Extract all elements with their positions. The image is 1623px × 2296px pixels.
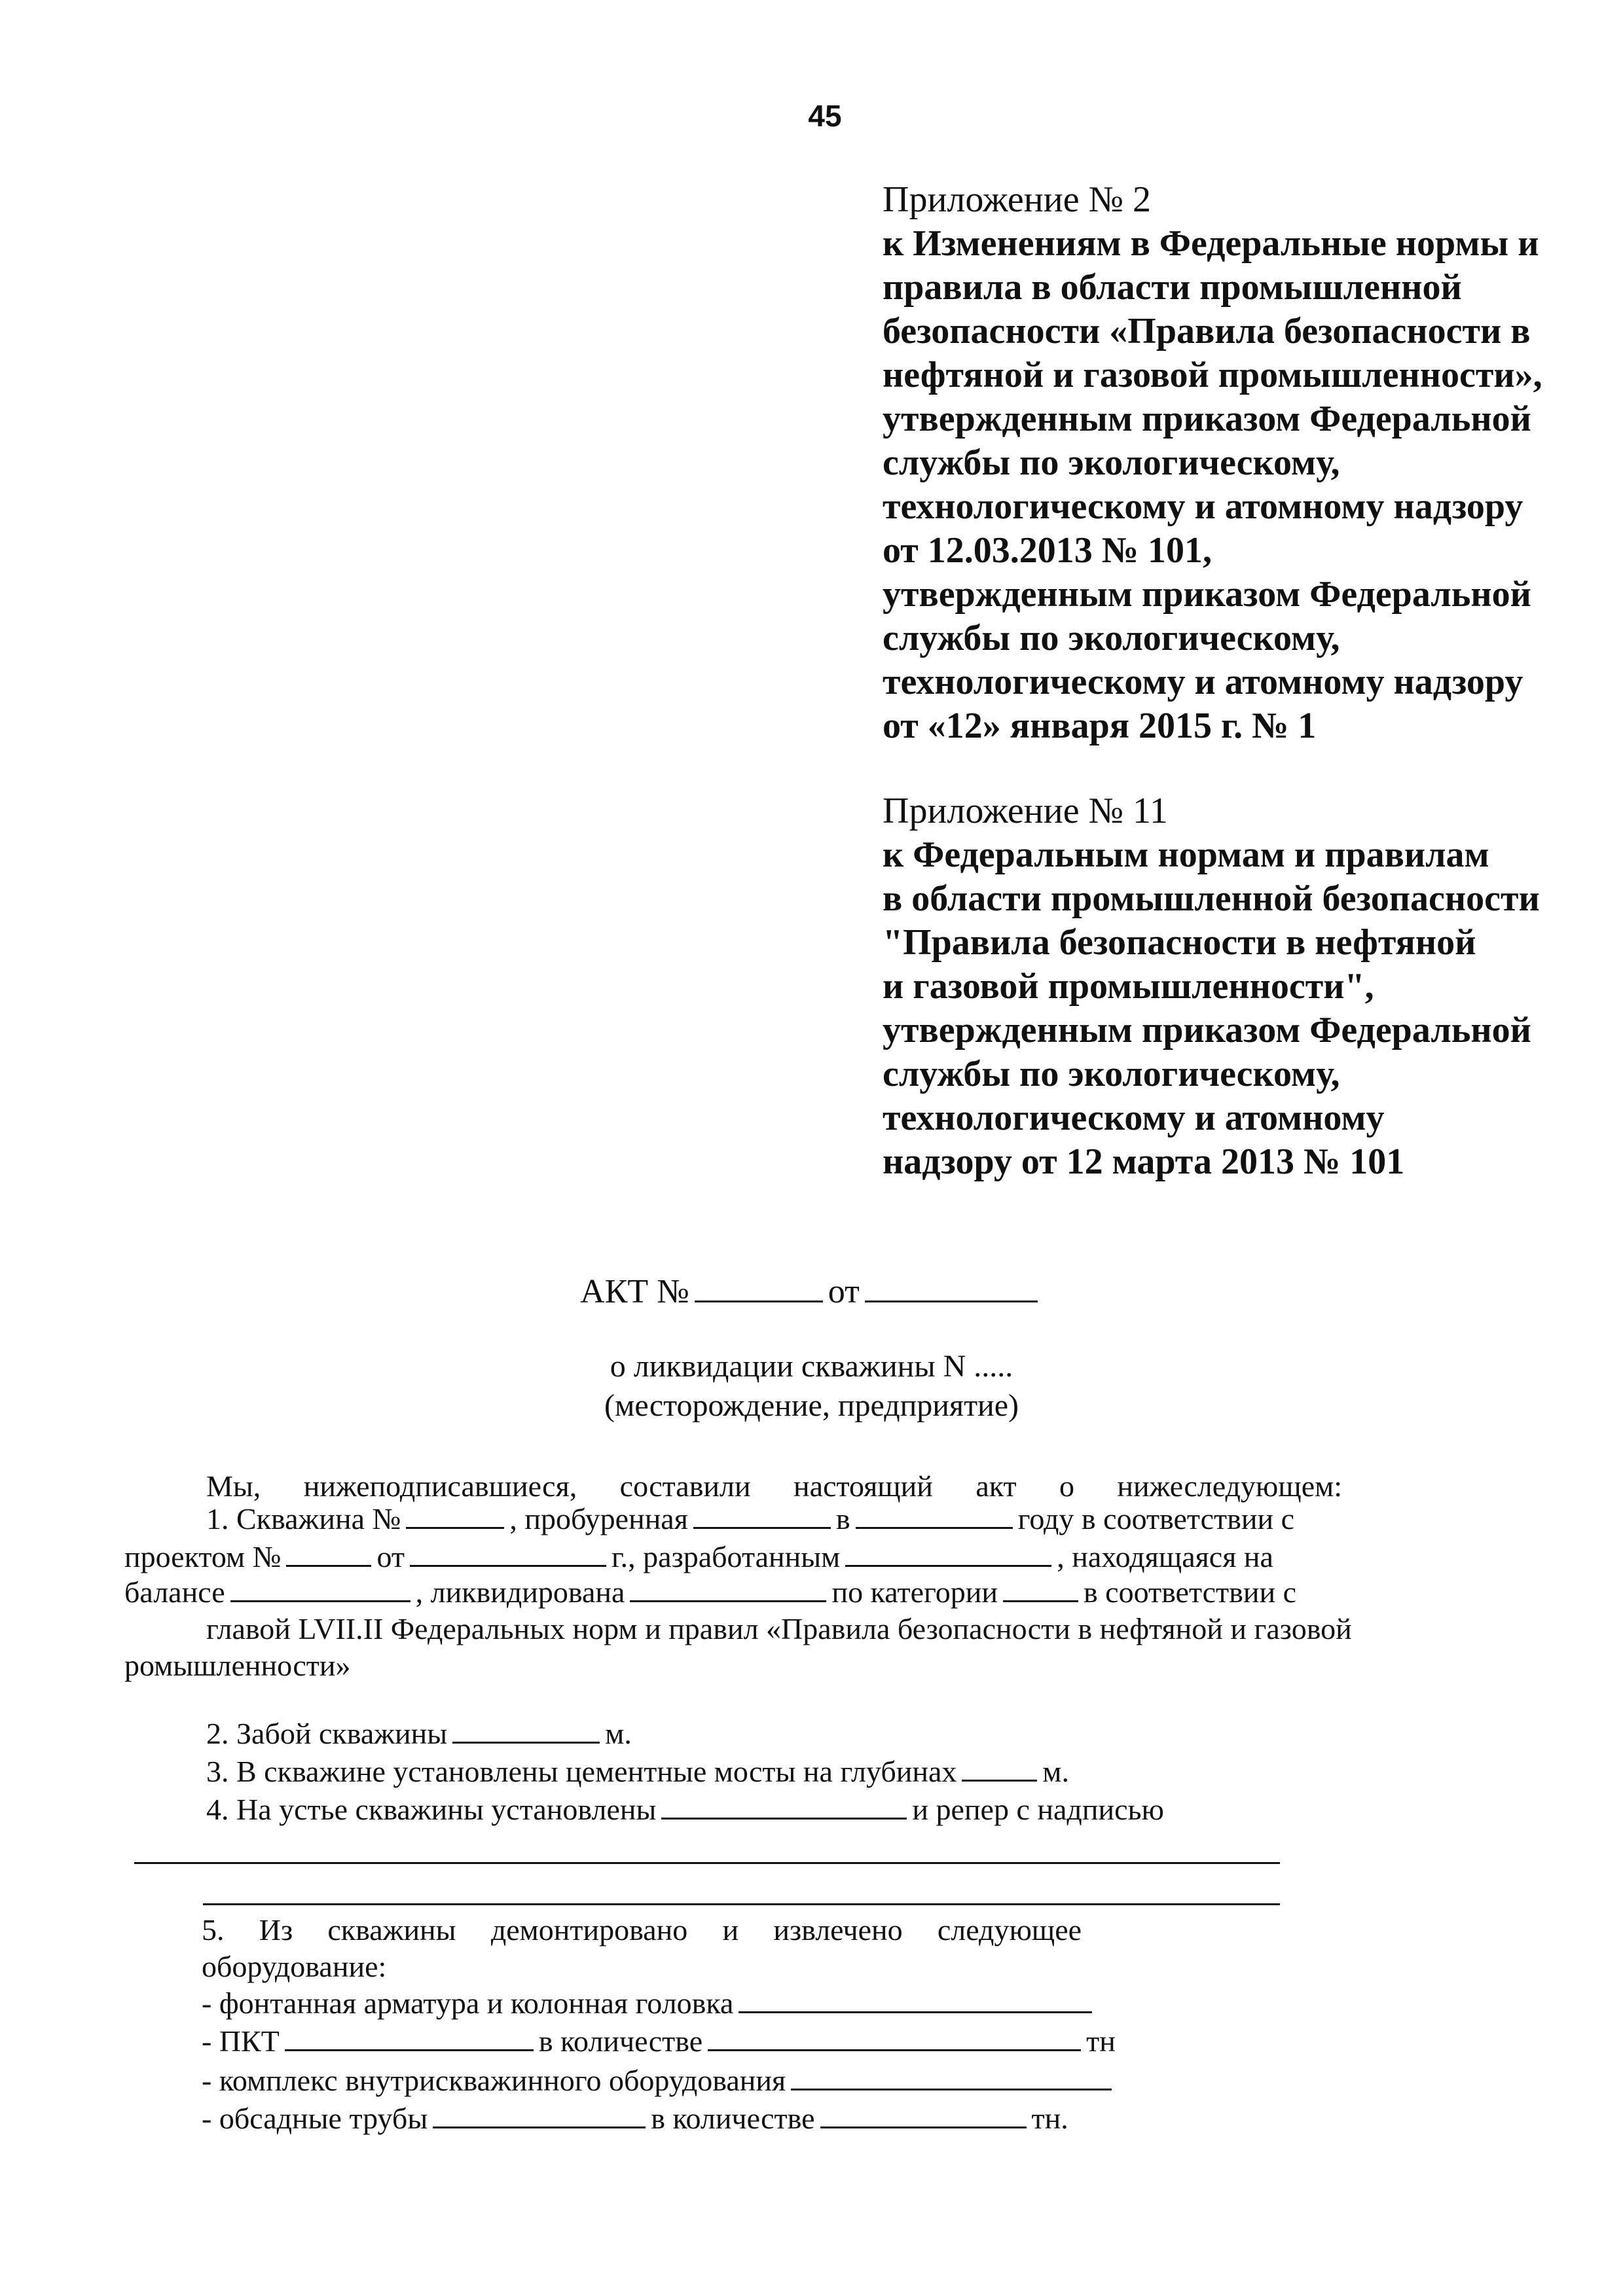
project-date-field[interactable] [410, 1539, 606, 1567]
christmas-tree-label: - фонтанная арматура и колонная головка [202, 1986, 734, 2020]
intro-word: нижеподписавшиеся, [303, 1469, 577, 1503]
item-5-word: 5. Из [202, 1913, 293, 1946]
annex-2-line: правила в области промышленной [883, 267, 1462, 308]
item-2-label: 2. Забой скважины [206, 1717, 448, 1750]
annex-2-line: службы по экологическому, [883, 618, 1340, 658]
item-5-word: и [722, 1913, 739, 1946]
item-1-line-4: главой LVII.II Федеральных норм и правил «Правила безопасности в нефтяной и газовой [206, 1612, 1352, 1645]
item-5-line-6 [202, 2100, 1068, 2138]
balance-label: , находящаяся на [1057, 1540, 1273, 1573]
annex-2-heading: Приложение № 2 [883, 179, 1151, 220]
item-5-word: скважины [327, 1913, 456, 1946]
balance-of-label: балансе [124, 1575, 225, 1609]
intro-word: настоящий [793, 1469, 933, 1503]
bottom-hole-field[interactable] [452, 1715, 600, 1744]
christmas-tree-field[interactable] [739, 1985, 1092, 2013]
annex-2-block [883, 178, 1590, 748]
well-number-field[interactable] [406, 1501, 504, 1529]
item-2-line [206, 1715, 632, 1753]
annex-2-line: безопасности «Правила безопасности в [883, 311, 1531, 351]
item-5-line-4 [202, 2022, 1116, 2060]
item-5-line-5 [202, 2062, 1117, 2100]
item-5-line-1 [202, 1911, 1082, 1949]
intro-word: Мы, [206, 1469, 261, 1503]
annex-11-block [883, 789, 1590, 1184]
downhole-label: - комплекс внутрискважинного оборудования [202, 2064, 786, 2097]
annex-11-line: в области промышленной безопасности [883, 878, 1540, 919]
annex-2-line: технологическому и атомному надзору [883, 662, 1523, 702]
annex-11-line: утвержденным приказом Федеральной [883, 1010, 1531, 1050]
casing-quantity-field[interactable] [820, 2100, 1027, 2128]
item-1-label: 1. Скважина № [206, 1502, 401, 1535]
casing-quantity-label: в количестве [651, 2102, 815, 2135]
item-5-line-3 [202, 1984, 1097, 2022]
liquidated-label: , ликвидирована [415, 1575, 625, 1609]
annex-11-line: к Федеральным нормам и правилам [883, 834, 1489, 875]
act-title [0, 1271, 1623, 1313]
act-title-from: от [828, 1273, 860, 1310]
annex-11-line: надзору от 12 марта 2013 № 101 [883, 1141, 1405, 1182]
annex-2-line: службы по экологическому, [883, 442, 1340, 483]
item-3-line [206, 1753, 1069, 1791]
liquidated-by-field[interactable] [630, 1574, 826, 1602]
act-date-field[interactable] [865, 1274, 1038, 1302]
item-1-line-1 [206, 1500, 1294, 1538]
casing-unit: тн. [1031, 2102, 1068, 2135]
act-subtitle-line: (месторождение, предприятие) [604, 1388, 1019, 1423]
item-5-word: извлечено [773, 1913, 903, 1946]
developer-field[interactable] [845, 1539, 1051, 1567]
casing-label: - обсадные трубы [202, 2102, 428, 2135]
wellhead-equipment-field[interactable] [661, 1791, 907, 1820]
annex-2-line: от 12.03.2013 № 101, [883, 530, 1213, 571]
item-1-drilled-label: , пробуренная [509, 1502, 688, 1535]
project-label: проектом № [124, 1540, 282, 1573]
drilled-year-field[interactable] [856, 1501, 1013, 1529]
accordance-label: в соответствии с [1083, 1575, 1297, 1609]
item-4-benchmark-label: и репер с надписью [912, 1793, 1164, 1826]
drilled-by-field[interactable] [693, 1501, 831, 1529]
pkt-field[interactable] [285, 2023, 534, 2051]
casing-field[interactable] [433, 2100, 646, 2128]
item-1-year-label: году в соответствии с [1017, 1502, 1294, 1535]
item-5-line-2: оборудование: [202, 1950, 387, 1983]
downhole-field[interactable] [791, 2062, 1112, 2090]
annex-11-line: "Правила безопасности в нефтяной [883, 922, 1476, 963]
item-4-label: 4. На устье скважины установлены [206, 1793, 657, 1826]
item-4-line [206, 1791, 1164, 1829]
page-number: 45 [808, 99, 842, 133]
developed-label: г., разработанным [611, 1540, 841, 1573]
annex-2-line: утвержденным приказом Федеральной [883, 399, 1531, 439]
category-label: по категории [831, 1575, 998, 1609]
item-1-line-3 [124, 1573, 1296, 1611]
act-subtitle [0, 1347, 1623, 1426]
bridge-depths-field[interactable] [962, 1753, 1037, 1782]
balance-holder-field[interactable] [230, 1574, 410, 1602]
annex-2-line: технологическому и атомному надзору [883, 486, 1523, 527]
item-3-unit: м. [1042, 1755, 1070, 1788]
category-field[interactable] [1003, 1574, 1078, 1602]
item-1-in-label: в [835, 1502, 850, 1535]
annex-2-line: от «12» января 2015 г. № 1 [883, 706, 1317, 746]
act-title-prefix: АКТ № [580, 1273, 689, 1310]
project-from-label: от [376, 1540, 405, 1573]
annex-11-line: и газовой промышленности", [883, 966, 1374, 1007]
item-1-line-2 [124, 1538, 1273, 1576]
act-number-field[interactable] [695, 1274, 823, 1302]
intro-word: акт о нижеследующем: [976, 1469, 1343, 1503]
pkt-unit: тн [1086, 2024, 1116, 2058]
act-subtitle-line: о ликвидации скважины N ..... [610, 1349, 1013, 1384]
annex-2-line: к Изменениям в Федеральные нормы и [883, 223, 1539, 264]
item-2-unit: м. [605, 1717, 632, 1750]
inscription-line-2[interactable] [203, 1903, 1280, 1905]
item-3-label: 3. В скважине установлены цементные мосты на глубинах [206, 1755, 957, 1788]
inscription-line-1[interactable] [134, 1862, 1280, 1864]
annex-11-heading: Приложение № 11 [883, 791, 1168, 831]
item-1-line-5: ромышленности» [124, 1649, 351, 1682]
item-5-word: следующее [937, 1913, 1082, 1946]
annex-11-line: службы по экологическому, [883, 1054, 1340, 1094]
pkt-label: - ПКТ [202, 2024, 280, 2058]
pkt-quantity-field[interactable] [708, 2023, 1081, 2051]
annex-11-line: технологическому и атомному [883, 1098, 1385, 1138]
project-number-field[interactable] [286, 1539, 371, 1567]
annex-2-line: утвержденным приказом Федеральной [883, 574, 1531, 615]
pkt-quantity-label: в количестве [538, 2024, 703, 2058]
intro-word: составили [619, 1469, 751, 1503]
item-5-word: демонтировано [490, 1913, 688, 1946]
annex-2-line: нефтяной и газовой промышленности», [883, 355, 1542, 395]
